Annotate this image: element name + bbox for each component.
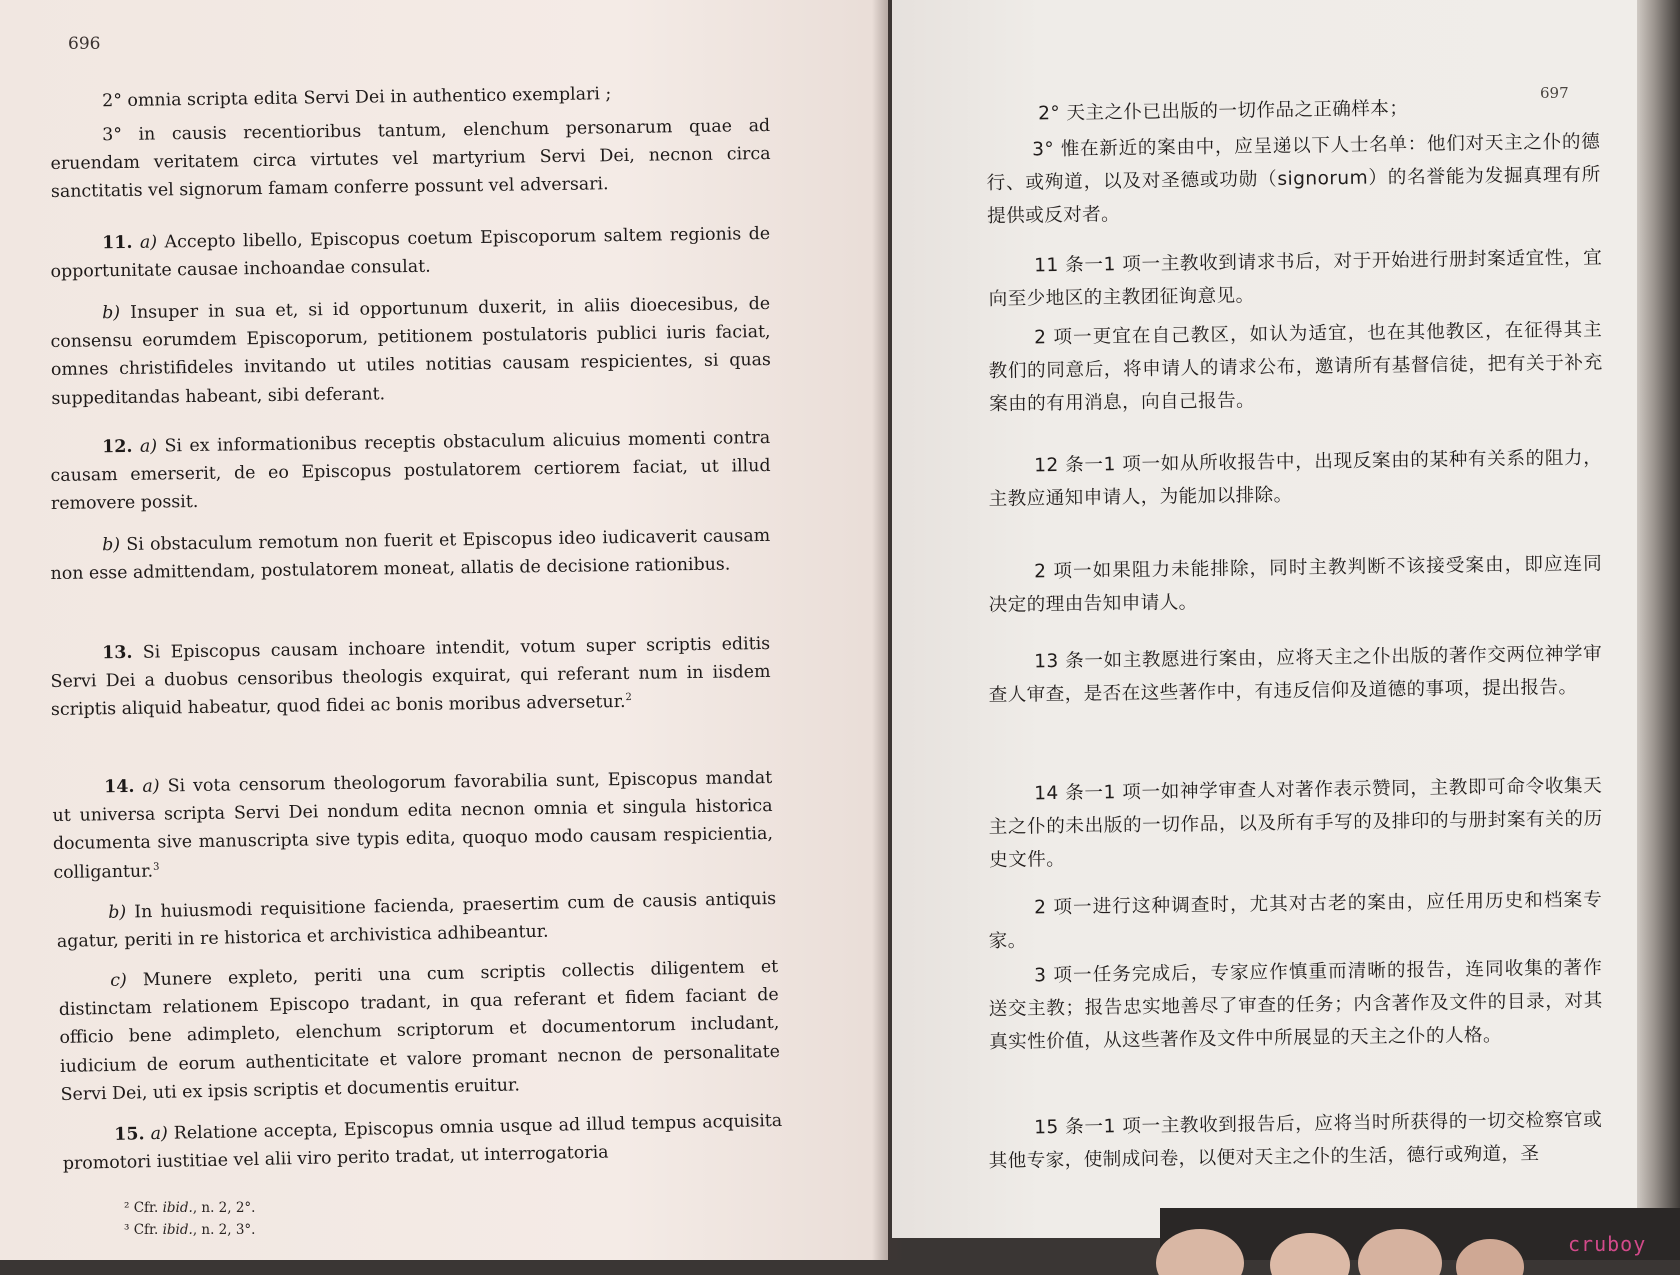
article-15-a-marker: a) [150, 1123, 168, 1145]
footnote-3-ibid: ibid. [162, 1222, 193, 1238]
footnote-2 [124, 1198, 255, 1218]
zh-item-2: 2° 天主之仆已出版的一切作品之正确样本； [1038, 98, 1409, 125]
article-14-b-marker: b) [108, 902, 127, 923]
article-11-number: 11. [102, 232, 133, 254]
article-14-a-text: Si vota censorum theologorum favorabilia sunt, Episcopus mandat ut universa scripta Servi Dei nondum edita necnon omnia et singula historica documenta sive manuscripta sive typis edita, quoquo modo causam respicientia, colligantur. [52, 767, 774, 883]
article-12-b-marker: b) [102, 535, 121, 556]
zh-article-13: 13 条一如主教愿进行案由，应将天主之仆出版的著作交两位神学审查人审查，是否在这些著作中，有违反信仰及道德的事项，提出报告。 [988, 643, 1603, 706]
latin-article-14a [52, 764, 774, 887]
latin-article-15a [62, 1107, 783, 1178]
chinese-article-12-1 [988, 441, 1603, 516]
chinese-article-14-2 [988, 883, 1603, 958]
article-14-b-text: In huiusmodi requisitione facienda, praesertim cum de causis antiquis agatur, periti in re historica et archivistica adhibeantur. [56, 888, 777, 953]
zh-article-12-2: 2 项一如果阻力未能排除，同时主教判断不该接受案由，即应连同决定的理由告知申请人。 [988, 553, 1603, 616]
fingertip-4 [1456, 1239, 1524, 1275]
article-12-number: 12. [102, 436, 133, 458]
chinese-article-13 [988, 637, 1603, 712]
footnote-3-post: , n. 2, 3°. [192, 1222, 256, 1238]
latin-article-12a [50, 424, 771, 519]
article-15-a-text: Relatione accepta, Episcopus omnia usque ad illud tempus acquisita promotori iustitiae vel alii viro perito tradat, ut interrogatoria [62, 1110, 783, 1175]
right-page [892, 0, 1637, 1238]
footnote-3 [124, 1220, 255, 1240]
footnote-ref-2[interactable]: 2 [625, 692, 632, 704]
latin-article-14b [56, 885, 777, 956]
article-14-number: 14. [104, 776, 135, 798]
article-14-c-text: Munere expleto, periti una cum scriptis collectis diligentem et distinctam relationem Episcopo tradant, in qua referant et fidem faciant de officio bene adimpleto, elenchum scriptorum et documentorum includant, iudicium de eorum authenticitate et valore promant necnon de personalitate Servi Dei, uti ex ipsis scriptis et documentis eruitur. [58, 956, 781, 1105]
footnote-ref-3[interactable]: 3 [152, 861, 160, 873]
article-11-b-text: Insuper in sua et, si id opportunum duxerit, in aliis dioecesibus, de consensu eorumdem Episcoporum, petitionem postulatoris publici iuris faciat, omnes christifideles invitando ut utiles notitias causam respicientes, si quas suppeditandas habeant, sibi deferant. [50, 293, 772, 409]
zh-item-3: 3° 惟在新近的案由中，应呈递以下人士名单：他们对天主之仆的德行、或殉道，以及对圣德或功勋（signorum）的名誉能为发掘真理有所提供或反对者。 [986, 131, 1601, 227]
article-12-a-text: Si ex informationibus receptis obstaculum alicuius momenti contra causam emerserit, de eo Episcopus postulatorem certiorem faciat, ut illud removere possit. [50, 427, 771, 515]
latin-article-14c [58, 953, 781, 1109]
article-13-number: 13. [102, 642, 133, 664]
chinese-article-14-3 [988, 951, 1603, 1059]
item-2-text: omnia scripta edita Servi Dei in authentico exemplari ; [121, 84, 612, 111]
article-11-a-marker: a) [139, 232, 158, 253]
chinese-item-3 [986, 125, 1601, 233]
fingertip-1 [1156, 1229, 1244, 1275]
footnote-3-pre: Cfr. [129, 1222, 163, 1238]
zh-article-14-1: 14 条一1 项一如神学审查人对著作表示赞同，主教即可命令收集天主之仆的未出版的一切作品，以及所有手写的及排印的与册封案有关的历史文件。 [988, 775, 1603, 871]
footnote-2-mark: ² [124, 1200, 130, 1216]
item-3-marker: 3° [102, 124, 123, 146]
fingertip-2 [1270, 1233, 1350, 1275]
article-14-a-marker: a) [142, 776, 160, 797]
article-13-text: Si Episcopus causam inchoare intendit, votum super scriptis editis Servi Dei a duobus censoribus theologis exquirat, qui referant num in iisdem scriptis aliquid habeatur, quod fidei ac bonis moribus adversetur. [50, 633, 771, 721]
latin-article-11b [50, 290, 772, 413]
footnote-2-pre: Cfr. [129, 1200, 163, 1216]
zh-article-14-3: 3 项一任务完成后，专家应作慎重而清晰的报告，连同收集的著作送交主教；报告忠实地善尽了审查的任务；内含著作及文件的目录，对其真实性价值，从这些著作及文件中所展显的天主之仆的人格。 [988, 957, 1603, 1053]
footnote-2-ibid: ibid. [162, 1200, 193, 1216]
page-stack-edge [1637, 0, 1680, 1260]
article-12-a-marker: a) [139, 436, 158, 457]
zh-article-12-1: 12 条一1 项一如从所收报告中，出现反案由的某种有关系的阻力，主教应通知申请人，为能加以排除。 [988, 447, 1603, 510]
footnote-2-post: , n. 2, 2°. [192, 1200, 256, 1216]
latin-article-12b [50, 522, 771, 588]
article-12-b-text: Si obstaculum remotum non fuerit et Episcopus ideo iudicaverit causam non esse admittendam, postulatorem moneat, allatis de decisione rationibus. [50, 525, 771, 585]
article-11-a-text: Accepto libello, Episcopus coetum Episcoporum saltem regionis de opportunitate causae inchoandae consulat. [50, 223, 771, 283]
chinese-article-11-2 [988, 313, 1603, 421]
chinese-item-2 [992, 89, 1606, 131]
left-page-number: 696 [68, 34, 101, 54]
latin-item-3 [50, 112, 771, 207]
latin-article-11a [50, 220, 771, 286]
chinese-article-11-1 [988, 241, 1603, 316]
zh-article-14-2: 2 项一进行这种调查时，尤其对古老的案由，应任用历史和档案专家。 [988, 889, 1603, 952]
chinese-article-15-1 [988, 1103, 1603, 1178]
right-page-number: 697 [1540, 84, 1569, 102]
fingertip-3 [1358, 1229, 1442, 1275]
article-14-c-marker: c) [110, 970, 128, 991]
chinese-article-12-2 [988, 547, 1603, 622]
footnote-3-mark: ³ [124, 1222, 130, 1238]
article-11-b-marker: b) [102, 303, 121, 324]
zh-article-15-1: 15 条一1 项一主教收到报告后，应将当时所获得的一切交检察官或其他专家，使制成问卷，以便对天主之仆的生活，德行或殉道，圣 [988, 1109, 1603, 1172]
article-15-number: 15. [114, 1124, 145, 1145]
zh-article-11-1: 11 条一1 项一主教收到请求书后，对于开始进行册封案适宜性，宜向至少地区的主教团征询意见。 [988, 247, 1603, 310]
item-2-marker: 2° [102, 90, 123, 112]
zh-article-11-2: 2 项一更宜在自己教区，如认为适宜，也在其他教区，在征得其主教们的同意后，将申请人的请求公布，邀请所有基督信徒，把有关于补充案由的有用消息，向自己报告。 [988, 319, 1603, 415]
chinese-article-14-1 [988, 769, 1603, 877]
latin-item-2 [50, 78, 770, 116]
item-3-text: in causis recentioribus tantum, elenchum personarum quae ad eruendam veritatem circa virtutes vel martyrium Servi Dei, necnon circa sanctitatis vel signorum famam conferre possunt vel adversari. [50, 115, 771, 203]
fingertips-image [1130, 1205, 1550, 1275]
watermark-text: cruboy [1568, 1232, 1647, 1256]
latin-article-13 [50, 630, 771, 725]
